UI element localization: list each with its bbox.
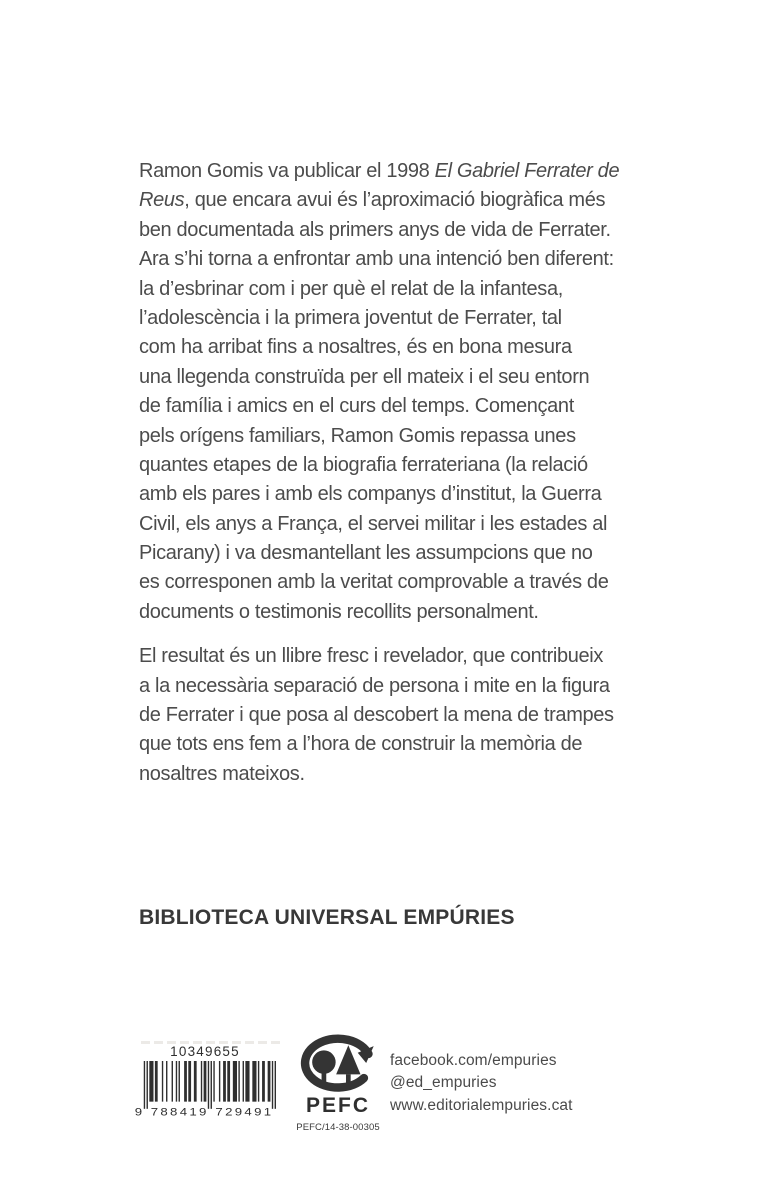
barcode-prefix-digit: 9 [134,1105,143,1116]
synopsis-line: nosaltres mateixos. [139,762,305,785]
synopsis-line: una llegenda construïda per ell mateix i el seu entorn [139,365,590,388]
pefc-block [294,1033,382,1133]
pine-tree-icon [336,1045,360,1074]
round-tree-crown-icon [312,1050,335,1073]
synopsis-line: a la necessària separació de persona i mite en la figura [139,674,610,697]
synopsis-line [139,157,659,186]
book-title-italic: El Gabriel Ferrater de [434,160,620,182]
synopsis-line: amb els pares i amb els companys d’institut, la Guerra [139,483,602,506]
facebook-link: facebook.com/empuries [390,1052,557,1069]
synopsis-line: de Ferrater i que posa al descobert la mena de trampes [139,704,614,727]
synopsis-line: la d’esbrinar com i per què el relat de la infantesa, [139,277,563,300]
pefc-label: PEFC [305,1094,370,1117]
synopsis-line: ben documentada als primers anys de vida de Ferrater. [139,218,611,241]
pine-tree-trunk-icon [346,1074,351,1084]
social-links [390,1050,573,1117]
synopsis-paragraph-2 [139,642,659,789]
synopsis-line: Ara s’hi torna a enfrontar amb una intenció ben diferent: [139,248,614,271]
synopsis-line: es corresponen amb la veritat comprovable a través de [139,571,609,594]
website-link: www.editorialempuries.cat [390,1096,573,1114]
round-tree-trunk-icon [322,1072,327,1084]
barcode-bars [144,1061,276,1109]
synopsis [139,157,659,789]
synopsis-text: , que encara avui és l’aproximació biogràfica més [184,189,606,212]
synopsis-paragraph-1 [139,157,659,627]
synopsis-line: que tots ens fem a l’hora de construir la memòria de [139,733,583,756]
synopsis-line: El resultat és un llibre fresc i revelador, que contribueix [139,645,604,668]
synopsis-line: Picarany) i va desmantellant les assumpcions que no [139,542,593,565]
synopsis-line: com ha arribat fins a nosaltres, és en bona mesura [139,336,572,359]
barcode-right-digits: 729491 [215,1105,272,1116]
pefc-logo-icon [300,1033,376,1095]
collection-heading: BIBLIOTECA UNIVERSAL EMPÚRIES [139,906,515,929]
pefc-certificate-code: PEFC/14-38-00305 [296,1122,380,1133]
synopsis-line: pels orígens familiars, Ramon Gomis repassa unes [139,424,576,447]
barcode-left-digits: 788419 [150,1105,207,1116]
twitter-handle: @ed_empuries [390,1074,497,1092]
synopsis-line: de família i amics en el curs del temps. Començant [139,395,574,418]
book-title-italic: Reus [139,189,185,212]
synopsis-line: Civil, els anys a França, el servei militar i les estades al [139,512,608,535]
synopsis-line [139,186,659,215]
synopsis-text: Ramon Gomis va publicar el 1998 [139,160,435,182]
synopsis-line: l’adolescència i la primera joventut de Ferrater, tal [139,306,562,329]
synopsis-line: documents o testimonis recollits personalment. [139,600,539,623]
barcode-reference-number: 10349655 [170,1044,240,1059]
synopsis-line: quantes etapes de la biografia ferrateriana (la relació [139,453,588,476]
ean13-barcode [134,1061,276,1116]
